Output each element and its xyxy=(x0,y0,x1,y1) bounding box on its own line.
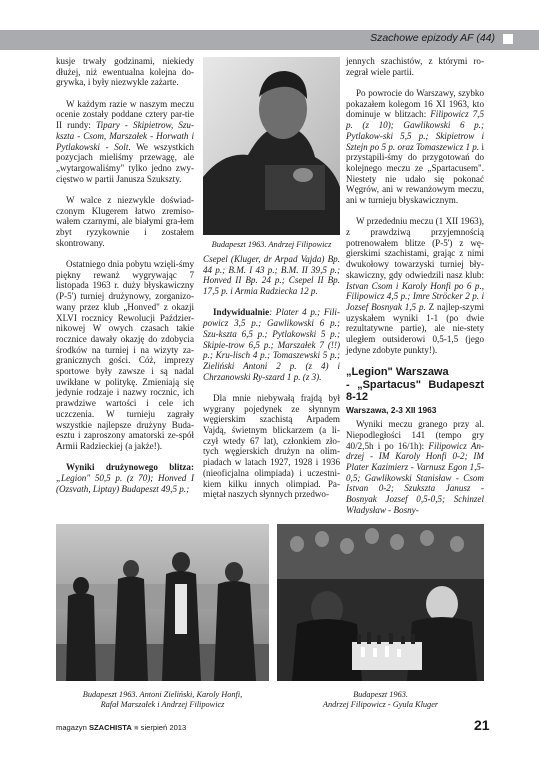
italic-span: „Legion" 50,5 p. (z 70); Honved I (Ozsvath, Liptay) Budapeszt 49,5 p.; xyxy=(56,472,194,494)
paragraph: Ostatniego dnia pobytu wzięli-śmy piękny rewanż wygrywając 7 listopada 1963 r. duży błyskawiczny (P-5') turniej drużynowy, zorganizo-wany przez klub „Honved" z okazji XLVI rocznicy Rewolucji Paździer-nikowej W owych czasach takie rocznice dawały okazję do zdobycia środków na turniej i na wizyty za-granicznych gości. Cóż, imprezy sportowe były zawsze i są nadal uwikłane w politykę. Zmieniają się jedynie rodzaje i nazwy rocznic, ich prawdziwe wartości i cele ich uczczenia. W turnieju zagrały wszystkie najlepsze drużyny Buda-esztu i zaproszony amatorski ze-spół Armii Radzieckiej (a jakże!). xyxy=(56,259,194,451)
italic-span: Filipowicz An-drzej - IM Karoly Honfi 0-2; IM Plater Kazimierz - Varnusz Egon 1,5-0,5; Gawlikowski Stanisław - Csom Istvan 0-2; Szukszta Janusz - Bosnyak Jozsef 0,5-0,5; Schinzel Władysław - Bosny- xyxy=(346,440,484,515)
text-span: W przededniu meczu (1 XII 1963), z prawdziwą przyjemnością potrenowałem blitze (P-5') z wę-gierskimi szachistami, grając z nimi dwukołowy towarzyski turniej bły-skawiczny, gdy odwiedzili nasz klub: xyxy=(346,216,484,280)
header-square-icon xyxy=(503,34,513,44)
photo-image xyxy=(56,524,269,681)
paragraph: kusje trwały godzinami, niekiedy dłużej, niż ewentualna kolejna do-grywka, i były niezwykle zażarte. xyxy=(56,56,194,88)
paragraph xyxy=(203,307,340,382)
photo-image xyxy=(203,57,340,235)
italic-span: Csepel (Kluger, dr Arpad Vajda) Bp. 44 p.; B.M. I 43 p.; B.M. II 39,5 p.; Honved II Bp. 24 p.; Csepel II Bp. 17,5 p. i Armia Radziecka 12 p. xyxy=(203,254,340,297)
text-column-1 xyxy=(56,56,194,505)
paragraph: jennych szachistów, z którymi ro-zegrał wiele partii. xyxy=(346,56,484,77)
heading-line: „Legion" Warszawa xyxy=(346,366,449,379)
photo-filipowicz xyxy=(203,57,340,235)
text-span: W każdym razie w naszym meczu ocenie zostały poddane cztery par-tie II rundy: xyxy=(56,98,194,131)
caption-line: Budapeszt 1963. xyxy=(353,690,408,699)
photo-image xyxy=(277,524,484,681)
text-span: Wyniki meczu granego przy al. Niepodległości 141 (tempo gry 40/2,5h i po 16/1h): xyxy=(346,419,484,451)
caption-line: Budapeszt 1963. Antoni Zieliński, Karoly Honfi, xyxy=(82,690,243,699)
paragraph xyxy=(56,462,194,494)
bold-label: Indywidualnie xyxy=(213,307,270,318)
italic-span: Istvan Csom i Karoly Honfi po 6 p., Filipowicz 4,5 p.; Imre Ströcker 2 p. i Jozsef Bosnyak 1,5 p. xyxy=(346,280,484,312)
footer-issue: sierpień 2013 xyxy=(138,723,187,732)
caption-line: Andrzej Filipowicz - Gyula Kluger xyxy=(322,700,439,709)
bullet-icon: ■ xyxy=(131,723,139,732)
photo-caption-top: Budapeszt 1963. Andrzej Filipowicz xyxy=(211,240,332,249)
footer-text: magazyn xyxy=(56,723,89,732)
text-column-3 xyxy=(346,56,484,526)
paragraph xyxy=(346,419,484,515)
text-span: Z najlep-szymi uzyskałem wyniki 1-1 (po dwie rezultatywne partie), ale nie-stety uległem outsiderowi 0,5-1,5 (jego jedyne zdobyte punkty!). xyxy=(346,301,484,355)
heading-line: - „Spartacus" Budapeszt 8-12 xyxy=(346,378,484,404)
footer-magazine xyxy=(56,723,186,732)
photo-caption-bottom-right xyxy=(277,690,484,710)
caption-line: Rafał Marszałek i Andrzej Filipowicz xyxy=(100,700,225,709)
photo-group xyxy=(56,524,269,681)
page-number: 21 xyxy=(474,717,490,733)
section-subheading: Warszawa, 2-3 XII 1963 xyxy=(346,404,437,415)
italic-span: Tipary - Skipietrow, Szu-kszta - Csom, Marszałek - Horwath i Pytlakowski - Solt xyxy=(56,120,194,152)
photo-chess-game xyxy=(277,524,484,681)
italic-span: : Plater 4 p.; Fili-powicz 3,5 p.; Gawlikowski 6 p.; Szu-kszta 6,5 p.; Pytlakowski 5 p.; Skipie-trow 6,5 p.; Marszałek 7 (!!) p.; Kru-lisch 4 p.; Tomaszewski 5 p.; Zieliński Antoni 2 p. (z 4) i Chrzanowski Ry-szard 1 p. (z 3). xyxy=(203,307,340,382)
paragraph xyxy=(346,216,484,355)
text-span: Po powrocie do Warszawy, szybko pokazałem kolegom 16 XI 1963, kto dominuje w blitzach: xyxy=(346,88,484,120)
italic-span: Filipowicz 7,5 p. (z 10); Gawlikowski 6 p.; Pytlakow-ski 5,5 p.; Skipietrow i Sztejn po 5 p. oraz Tomaszewicz 1 p. xyxy=(346,109,484,152)
paragraph: W walce z niezwykle doświad-czonym Klugerem łatwo zremiso-wałem czarnymi, ale białymi gra-łem zbyt ryzykownie i zostałem skontrowany. xyxy=(56,194,194,248)
paragraph xyxy=(346,88,484,206)
running-header: Szachowe epizody AF (44) xyxy=(370,32,495,44)
paragraph xyxy=(56,99,194,185)
bold-label: Wyniki drużynowego blitza: xyxy=(66,462,194,473)
paragraph xyxy=(203,254,340,297)
paragraph: Dla mnie niebywałą frajdą był wygrany pojedynek ze słynnym węgierskim szachistą Arpadem Vajdą, świetnym blickarzem (a li-czył wtedy 67 lat), członkiem zło-tych węgierskich drużyn na olim-piadach w latach 1927, 1928 i 1936 (nieoficjalna olimpiada) i uczestni-kiem kilku innych olimpiad. Pa-miętał naszych słynnych przedwo- xyxy=(203,392,340,500)
text-span: . We wszystkich pozycjach mieliśmy przewagę, ale „wytargowaliśmy" tylko jedno zwy-cięstwo w partii Janusza Szukszty. xyxy=(56,141,194,184)
photo-caption-bottom-left xyxy=(56,690,269,710)
text-column-2 xyxy=(203,254,340,511)
section-heading xyxy=(346,366,484,404)
text-span: i przystąpili-śmy do przygotowań do kolejnego meczu ze „Spartacusem". Niestety nie udało się pokonać Węgrów, ani w rewanżowym meczu, ani w turnieju błyskawicznym. xyxy=(346,141,484,206)
footer-magazine-name: SZACHISTA xyxy=(88,723,132,732)
